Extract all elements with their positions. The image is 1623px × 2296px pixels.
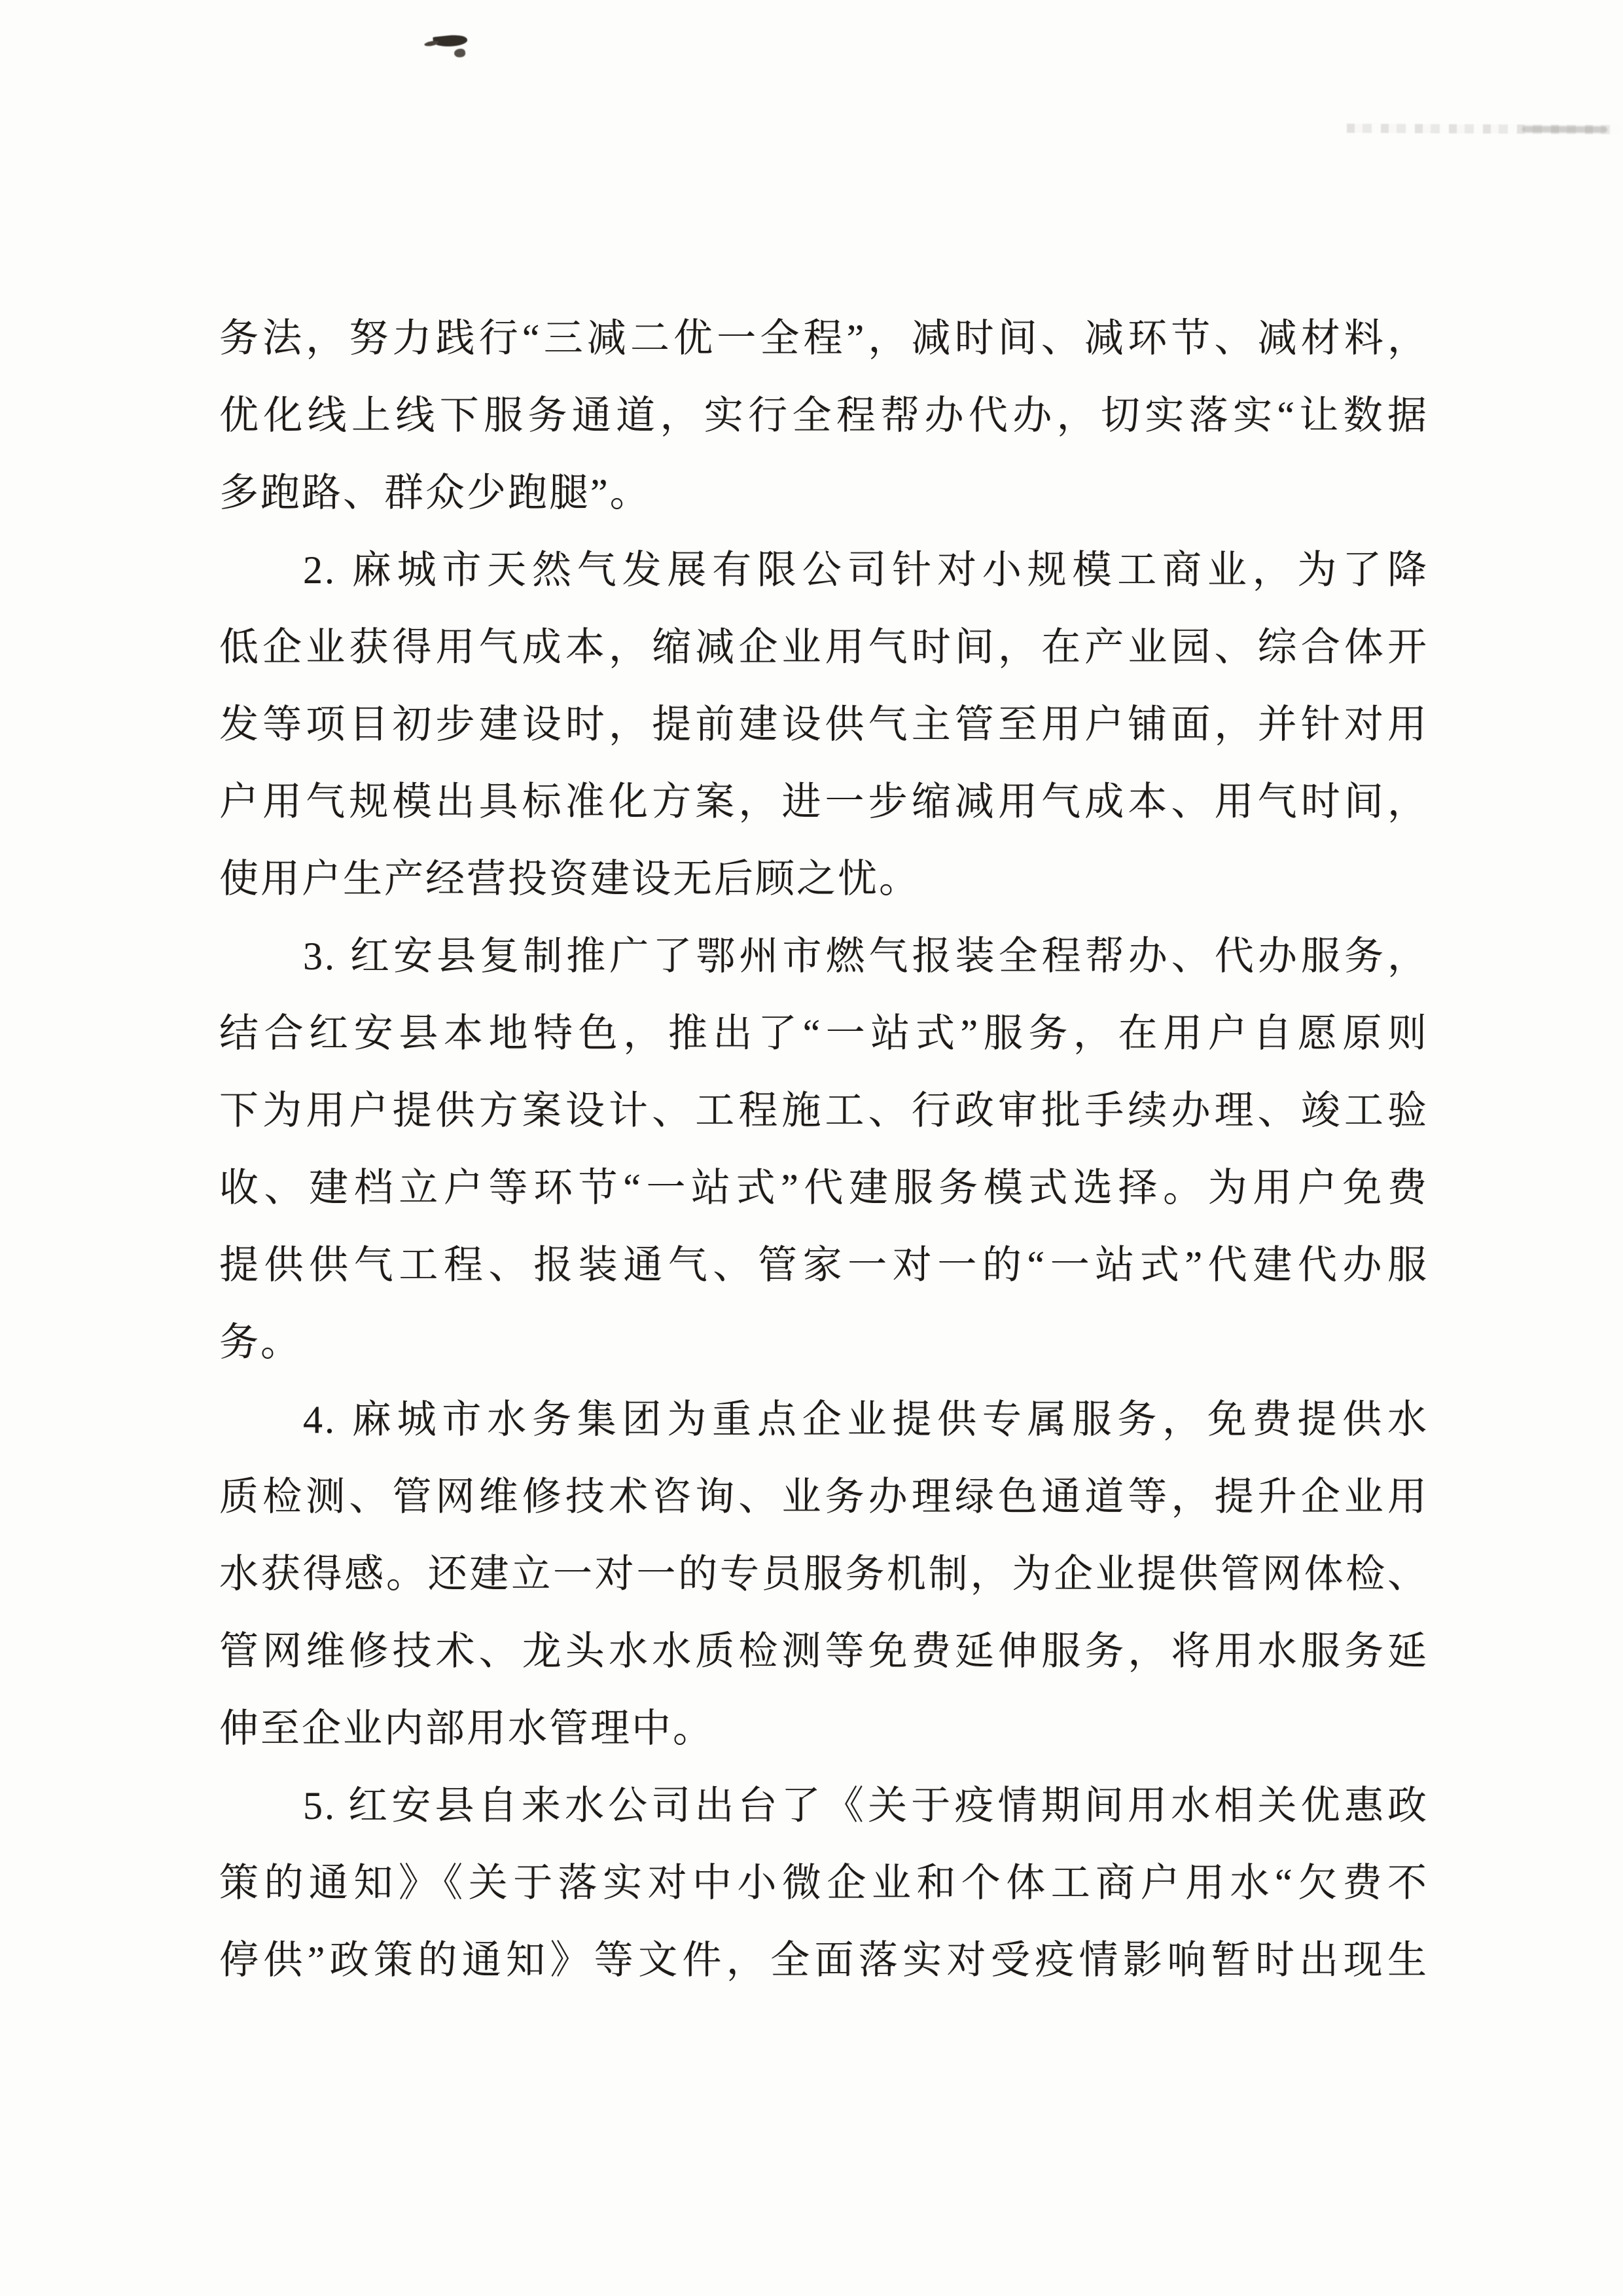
text-line: 发等项目初步建设时，提前建设供气主管至用户铺面，并针对用 (219, 703, 1429, 746)
text-line: 提供供气工程、报装通气、管家一对一的“一站式”代建代办服 (219, 1244, 1429, 1287)
text-line: 停供”政策的通知》等文件，全面落实对受疫情影响暂时出现生 (219, 1939, 1429, 1982)
text-line: 2. 麻城市天然气发展有限公司针对小规模工商业，为了降 (303, 548, 1429, 592)
text-line: 4. 麻城市水务集团为重点企业提供专属服务，免费提供水 (303, 1398, 1429, 1441)
ink-smudge-artifact (433, 33, 467, 48)
text-line: 使用户生产经营投资建设无后顾之忧。 (219, 857, 920, 901)
text-line: 下为用户提供方案设计、工程施工、行政审批手续办理、竣工验 (219, 1089, 1429, 1132)
text-line: 3. 红安县复制推广了鄂州市燃气报装全程帮办、代办服务， (303, 935, 1429, 978)
text-line: 收、建档立户等环节“一站式”代建服务模式选择。为用户免费 (219, 1166, 1429, 1210)
document-text (219, 300, 1429, 1999)
text-line: 务。 (219, 1321, 302, 1364)
text-line: 策的通知》《关于落实对中小微企业和个体工商户用水“欠费不 (219, 1861, 1429, 1905)
text-line: 户用气规模出具标准化方案，进一步缩减用气成本、用气时间， (219, 780, 1429, 823)
text-line: 质检测、管网维修技术咨询、业务办理绿色通道等，提升企业用 (219, 1475, 1429, 1518)
text-line: 管网维修技术、龙头水水质检测等免费延伸服务，将用水服务延 (219, 1630, 1429, 1673)
text-line: 水获得感。还建立一对一的专员服务机制，为企业提供管网体检、 (219, 1552, 1429, 1596)
text-line: 务法，努力践行“三减二优一全程”，减时间、减环节、减材料， (219, 317, 1429, 360)
text-line: 伸至企业内部用水管理中。 (219, 1707, 714, 1750)
text-line: 低企业获得用气成本，缩减企业用气时间，在产业园、综合体开 (219, 626, 1429, 669)
scanner-streak-artifact (1347, 124, 1619, 134)
text-line: 结合红安县本地特色，推出了“一站式”服务，在用户自愿原则 (219, 1012, 1429, 1055)
text-line: 5. 红安县自来水公司出台了《关于疫情期间用水相关优惠政 (303, 1784, 1429, 1827)
text-line: 优化线上线下服务通道，实行全程帮办代办，切实落实“让数据 (219, 394, 1429, 437)
text-line: 多跑路、群众少跑腿”。 (219, 471, 651, 514)
